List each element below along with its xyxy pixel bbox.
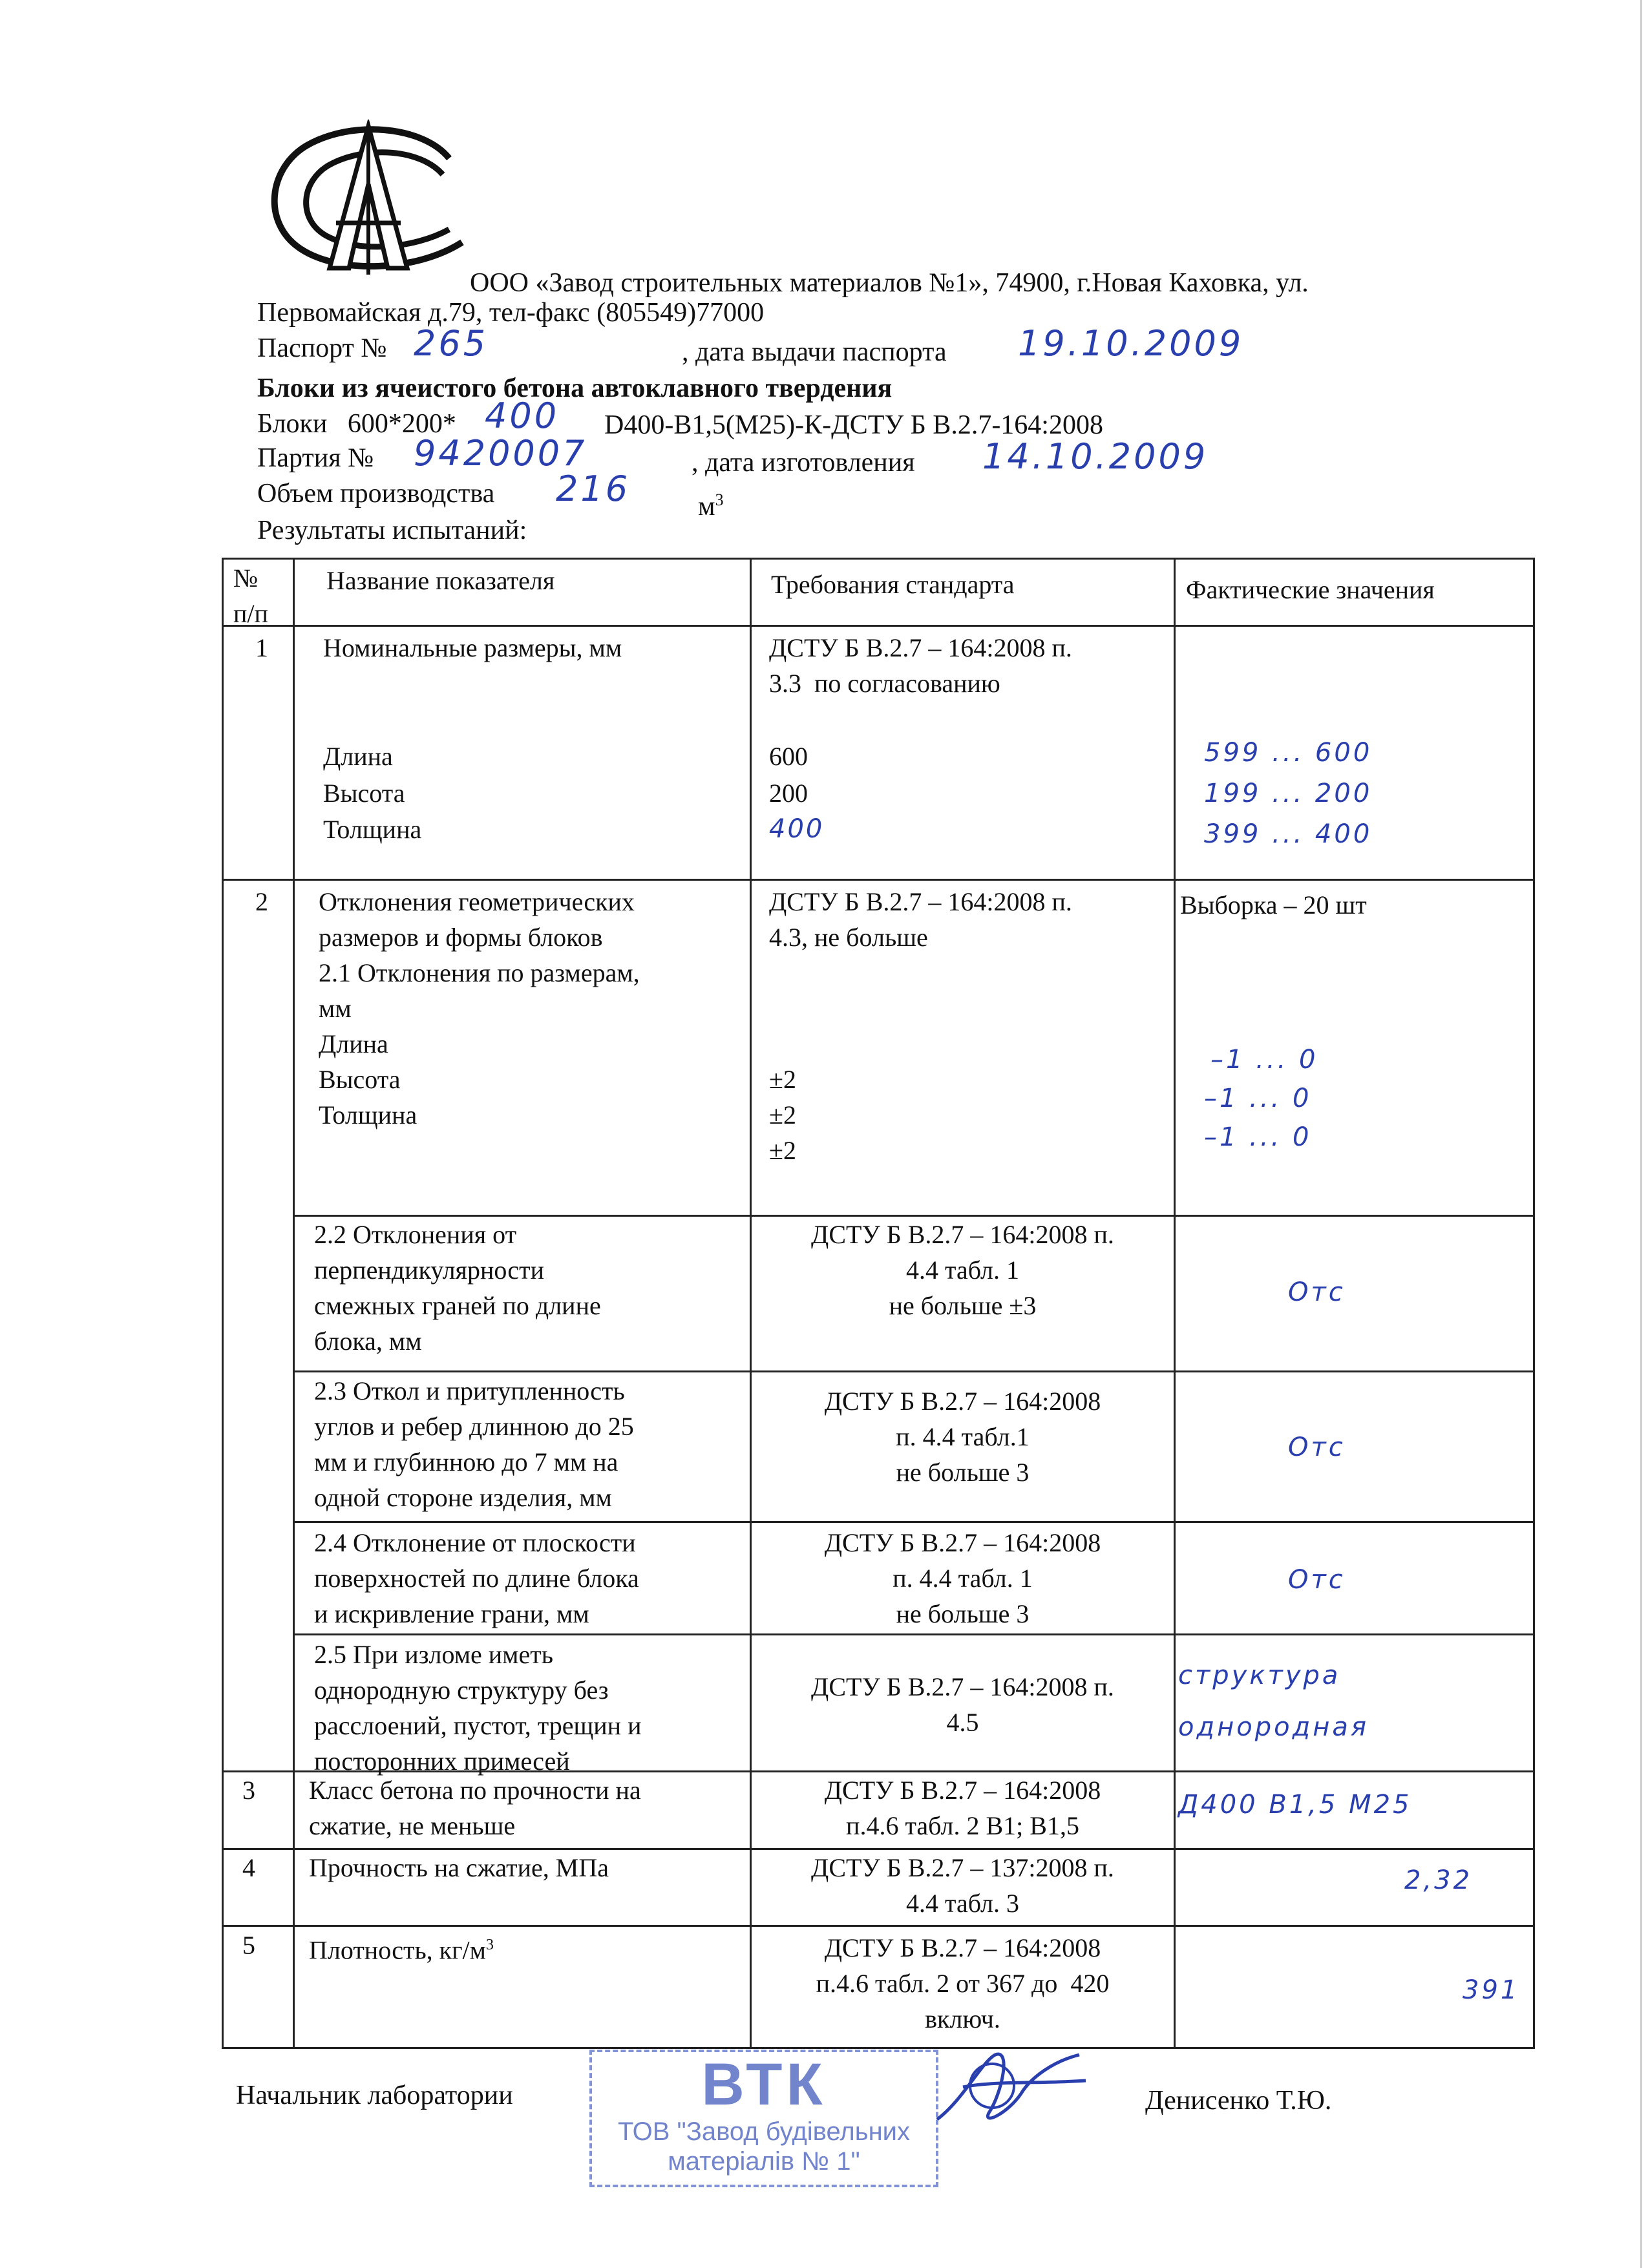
made-date-label: , дата изготовления — [692, 448, 915, 478]
row24-req: ДСТУ Б В.2.7 – 164:2008 п. 4.4 табл. 1 не больше 3 — [824, 1528, 1101, 1628]
results-label: Результаты испытаний: — [257, 516, 527, 545]
row3-name: Класс бетона по прочности на сжатие, не меньше — [309, 1776, 641, 1840]
row4-num: 4 — [242, 1853, 255, 1882]
row1-num: 1 — [255, 633, 268, 662]
row1-sub-length: Длина — [323, 742, 393, 771]
row23-req: ДСТУ Б В.2.7 – 164:2008 п. 4.4 табл.1 не больше 3 — [824, 1387, 1101, 1487]
row22-req: ДСТУ Б В.2.7 – 164:2008 п. 4.4 табл. 1 не больше ±3 — [811, 1220, 1114, 1320]
row3-req: ДСТУ Б В.2.7 – 164:2008 п.4.6 табл. 2 В1; В1,5 — [824, 1776, 1101, 1840]
row4-req: ДСТУ Б В.2.7 – 137:2008 п. 4.4 табл. 3 — [811, 1853, 1114, 1918]
row2-actual-height: –1 ... 0 — [1204, 1084, 1312, 1113]
row25-actual: структура однородная — [1178, 1661, 1369, 1742]
row1-name: Номинальные размеры, мм — [323, 633, 622, 662]
row2-tolerances: ±2 ±2 ±2 — [769, 1065, 796, 1165]
row4-actual: 2,32 — [1404, 1865, 1473, 1895]
row5-num: 5 — [242, 1931, 255, 1960]
blocks-label: Блоки 600*200* — [257, 409, 456, 439]
row2-name: Отклонения геометрических размеров и формы блоков 2.1 Отклонения по размерам, мм Длина Высота Толщина — [319, 887, 640, 1129]
row3-actual: Д400 В1,5 М25 — [1178, 1790, 1412, 1820]
volume-unit: $м^3$ — [698, 490, 724, 521]
row1-actual-thickness: 399 ... 400 — [1204, 819, 1373, 849]
passport-date: 19.10.2009 — [1018, 323, 1244, 364]
company-name-line2: Первомайская д.79, тел-факс (805549)77000 — [257, 298, 765, 328]
made-date: 14.10.2009 — [982, 436, 1209, 477]
blocks-spec: D400-B1,5(M25)-К-ДСТУ Б В.2.7-164:2008 — [604, 410, 1103, 440]
row5-req: ДСТУ Б В.2.7 – 164:2008 п.4.6 табл. 2 от 367 до 420 включ. — [816, 1933, 1110, 2033]
results-table — [222, 558, 1535, 2049]
product-title: Блоки из ячеистого бетона автоклавного твердения — [257, 373, 893, 403]
row3-num: 3 — [242, 1776, 255, 1805]
row1-sub-thickness: Толщина — [323, 815, 422, 844]
row5-actual: 391 — [1463, 1975, 1520, 2005]
handwritten-signature — [924, 2035, 1092, 2139]
passport-label: Паспорт № — [257, 333, 387, 363]
row5-name: Плотность, $кг/м^3$ — [309, 1935, 494, 1965]
volume-value: 216 — [556, 468, 631, 509]
row1-req-height: 200 — [769, 779, 808, 808]
passport-number: 265 — [414, 323, 489, 364]
batch-number: 9420007 — [414, 433, 587, 474]
row1-actual-length: 599 ... 600 — [1204, 738, 1373, 768]
header-name: Название показателя — [326, 566, 555, 595]
row2-actual-length: –1 ... 0 — [1210, 1045, 1318, 1075]
volume-label: Объем производства — [257, 479, 495, 509]
row25-req: ДСТУ Б В.2.7 – 164:2008 п. 4.5 — [811, 1672, 1114, 1737]
batch-label: Партия № — [257, 443, 374, 473]
row1-sub-height: Высота — [323, 779, 405, 808]
row2-num: 2 — [255, 887, 268, 916]
row23-actual: Отс — [1288, 1433, 1346, 1462]
row2-sample: Выборка – 20 шт — [1180, 890, 1367, 919]
blocks-thickness: 400 — [485, 395, 560, 436]
header-num: № п/п — [233, 563, 268, 628]
row1-req-length: 600 — [769, 742, 808, 771]
header-actual: Фактические значения — [1186, 575, 1435, 604]
signatory-name: Денисенко Т.Ю. — [1145, 2086, 1332, 2116]
passport-date-label: , дата выдачи паспорта — [682, 337, 947, 367]
row1-req: ДСТУ Б В.2.7 – 164:2008 п. 3.3 по согласованию — [769, 633, 1072, 698]
header-requirement: Требования стандарта — [771, 570, 1015, 599]
row22-actual: Отс — [1288, 1277, 1346, 1307]
row2-req: ДСТУ Б В.2.7 – 164:2008 п. 4.3, не больше — [769, 887, 1072, 952]
quality-control-stamp: ВТК ТОВ "Завод будівельних матеріалів № 1" — [589, 2050, 938, 2187]
row25-name: 2.5 При изломе иметь однородную структуру без расслоений, пустот, трещин и посторонних примесей — [314, 1640, 642, 1776]
row22-name: 2.2 Отклонения от перпендикулярности смежных граней по длине блока, мм — [314, 1220, 601, 1356]
row1-req-thickness: 400 — [769, 814, 825, 844]
company-name-line1: ООО «Завод строительных материалов №1», 74900, г.Новая Каховка, ул. — [470, 268, 1309, 298]
company-logo — [255, 120, 478, 278]
signatory-position: Начальник лаборатории — [236, 2081, 513, 2110]
row24-name: 2.4 Отклонение от плоскости поверхностей по длине блока и искривление грани, мм — [314, 1528, 639, 1628]
row1-actual-height: 199 ... 200 — [1204, 779, 1373, 808]
row24-actual: Отс — [1288, 1565, 1346, 1595]
row2-actual-thickness: –1 ... 0 — [1204, 1122, 1312, 1152]
row23-name: 2.3 Откол и притупленность углов и ребер длинною до 25 мм и глубинною до 7 мм на одной стороне изделия, мм — [314, 1376, 634, 1512]
row4-name: Прочность на сжатие, МПа — [309, 1853, 609, 1882]
